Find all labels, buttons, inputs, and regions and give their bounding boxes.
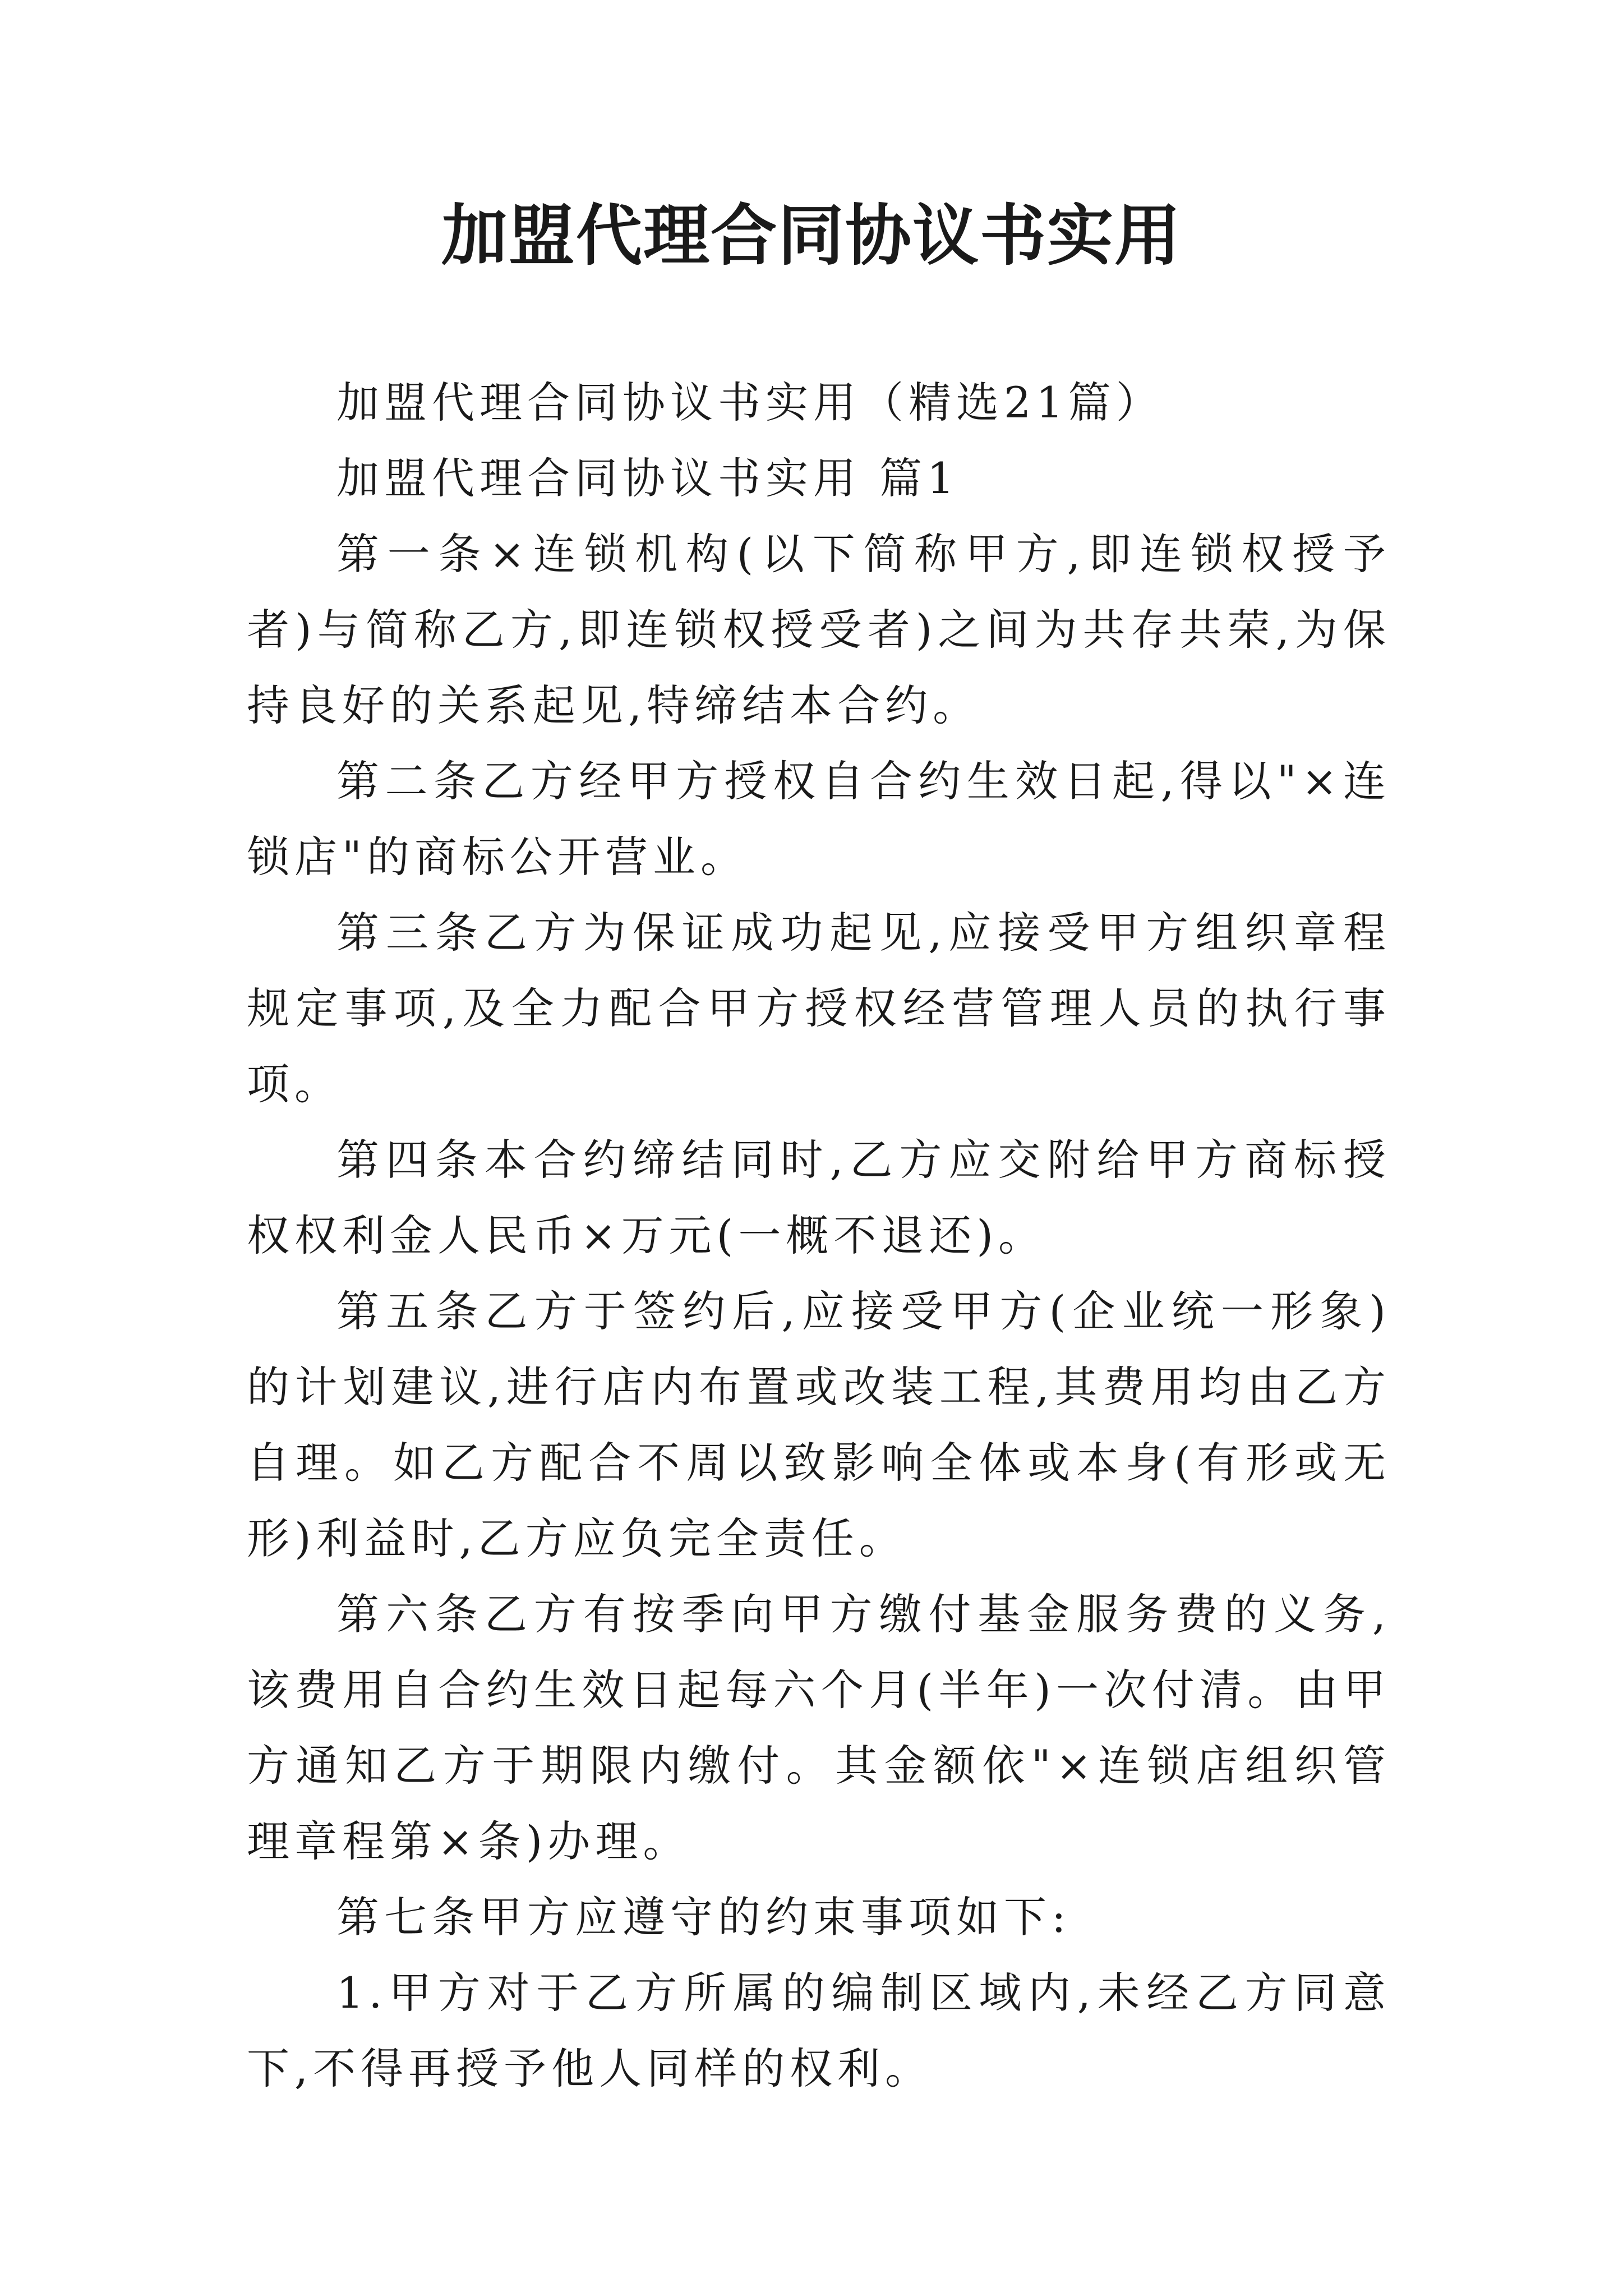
- paragraph-article-4: 第四条本合约缔结同时,乙方应交附给甲方商标授权权利金人民币×万元(一概不退还)。: [247, 1135, 1391, 1260]
- document-body: [247, 365, 1391, 2106]
- document-title: 加盟代理合同协议书实用: [441, 196, 1182, 274]
- paragraph-section-heading: 加盟代理合同协议书实用 篇1: [336, 453, 960, 503]
- paragraph-item-1: 1.甲方对于乙方所属的编制区域内,未经乙方同意下,不得再授予他人同样的权利。: [247, 1968, 1391, 2093]
- paragraph-article-3: 第三条乙方为保证成功起见,应接受甲方组织章程规定事项,及全力配合甲方授权经营管理人员的执行事项。: [247, 908, 1391, 1109]
- paragraph-article-5: 第五条乙方于签约后,应接受甲方(企业统一形象)的计划建议,进行店内布置或改装工程,其费用均由乙方自理。如乙方配合不周以致影响全体或本身(有形或无形)利益时,乙方应负完全责任。: [247, 1286, 1391, 1563]
- paragraph-subtitle: 加盟代理合同协议书实用（精选21篇）: [336, 378, 1164, 427]
- paragraph-article-2: 第二条乙方经甲方授权自合约生效日起,得以"×连锁店"的商标公开营业。: [247, 756, 1391, 882]
- paragraph-article-7: 第七条甲方应遵守的约束事项如下:: [336, 1892, 1071, 1942]
- paragraph-article-1: 第一条×连锁机构(以下简称甲方,即连锁权授予者)与简称乙方,即连锁权授受者)之间为共存共荣,为保持良好的关系起见,特缔结本合约。: [247, 529, 1391, 730]
- paragraph-article-6: 第六条乙方有按季向甲方缴付基金服务费的义务,该费用自合约生效日起每六个月(半年)一次付清。由甲方通知乙方于期限内缴付。其金额依"×连锁店组织管理章程第×条)办理。: [247, 1589, 1391, 1866]
